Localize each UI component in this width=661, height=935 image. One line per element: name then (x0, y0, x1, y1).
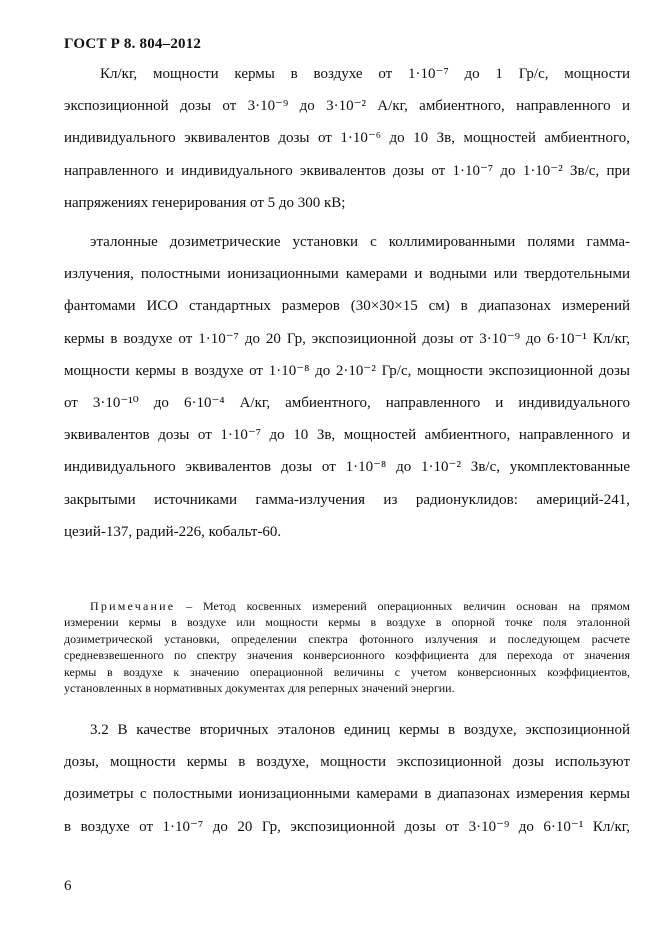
text-line: 3.2 В качестве вторичных эталонов единиц кермы в воздухе, экспозиционной (90, 722, 630, 738)
paragraph-continuation (64, 58, 630, 219)
paragraph-secondary-standards (64, 714, 630, 843)
text-line: направленного и индивидуального эквивалентов дозы от 1·10⁻⁷ до 1·10⁻² Зв/с, при (64, 162, 630, 179)
note-block (64, 598, 630, 696)
text-line: мощности кермы в воздухе от 1·10⁻⁸ до 2·10⁻² Гр/с, мощности экспозиционной дозы (64, 362, 630, 379)
text-line: напряжениях генерирования от 5 до 300 кВ; (64, 194, 346, 211)
text-line: излучения, полостными ионизационными камерами и водными или твердотельными (64, 266, 630, 283)
paragraph-reference-installations (64, 226, 630, 548)
note-text: – Метод косвенных измерений операционных величин основан на прямом (175, 599, 630, 613)
note-first-line (64, 598, 630, 614)
text-line: цезий-137, радий-226, кобальт-60. (64, 523, 282, 540)
text-line: кермы в воздухе от 1·10⁻⁷ до 20 Гр, экспозиционной дозы от 3·10⁻⁹ до 6·10⁻¹ Кл/кг, (64, 330, 630, 347)
text-line: закрытыми источниками гамма-излучения из радионуклидов: америций-241, (64, 491, 630, 508)
text-line: эквивалентов дозы от 1·10⁻⁷ до 10 Зв, мощностей амбиентного, направленного и (64, 427, 630, 444)
text-line: дозиметры с полостными ионизационными камерами в диапазонах измерения кермы (64, 786, 630, 803)
page-number: 6 (64, 878, 72, 894)
note-label: Примечание (90, 599, 176, 613)
text-line: экспозиционной дозы от 3·10⁻⁹ до 3·10⁻² А/кг, амбиентного, направленного и (64, 98, 630, 115)
text-line: эталонные дозиметрические установки с коллимированными полями гамма- (90, 234, 630, 250)
note-line: средневзвешенного по спектру значения конверсионного коэффициента для перехода от значения (64, 648, 630, 663)
text-line: фантомами ИСО стандартных размеров (30×30×15 см) в диапазонах измерений (64, 298, 630, 315)
text-line: в воздухе от 1·10⁻⁷ до 20 Гр, экспозиционной дозы от 3·10⁻⁹ до 6·10⁻¹ Кл/кг, (64, 818, 630, 835)
text-line: индивидуального эквивалентов дозы от 1·10⁻⁸ до 1·10⁻² Зв/с, укомплектованные (64, 459, 630, 476)
text-line: Кл/кг, мощности кермы в воздухе от 1·10⁻⁷ до 1 Гр/с, мощности (100, 66, 630, 82)
text-line: от 3·10⁻¹⁰ до 6·10⁻⁴ А/кг, амбиентного, направленного и индивидуального (64, 395, 630, 412)
note-line: дозиметрической установки, определении спектра фотонного излучения и последующем расчете (64, 631, 630, 646)
text-line: дозы, мощности кермы в воздухе, мощности экспозиционной дозы используют (64, 754, 630, 771)
note-line: измерении кермы в воздухе или мощности кермы в воздухе в опорной точке поля эталонной (64, 615, 630, 630)
document-header: ГОСТ Р 8. 804–2012 (64, 36, 202, 52)
note-line: кермы в воздухе к значению операционной величины с учетом конверсионных коэффициентов, (64, 664, 630, 679)
note-line: установленных в нормативных документах для реперных значений энергии. (64, 681, 455, 696)
text-line: индивидуального эквивалентов дозы от 1·10⁻⁶ до 10 Зв, мощностей амбиентного, (64, 130, 630, 147)
